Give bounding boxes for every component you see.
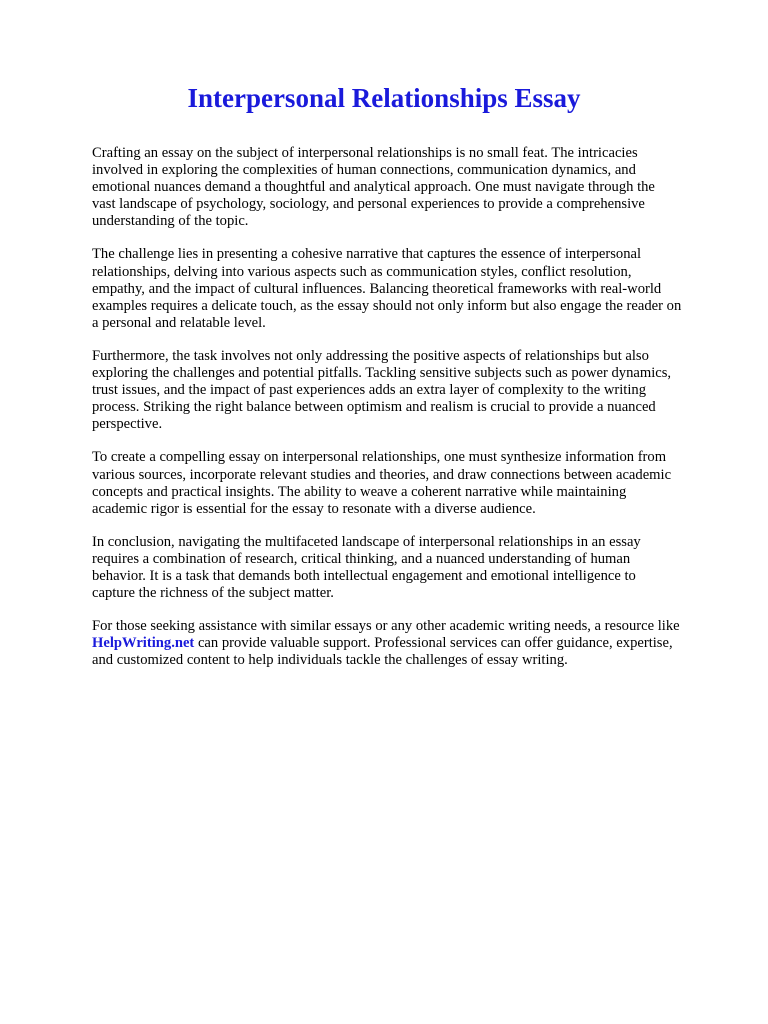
- closing-text-after-link: can provide valuable support. Professional services can offer guidance, expertise, and customized content to help individuals tackle the challenges of essay writing.: [92, 635, 673, 669]
- paragraph-challenge: The challenge lies in presenting a cohesive narrative that captures the essence of interpersonal relationships, delving into various aspects such as communication styles, conflict resolution, empathy, and the impact of cultural influences. Balancing theoretical frameworks with real-world examples requires a delicate touch, as the essay should not only inform but also engage the reader on a personal and relatable level.: [92, 246, 682, 331]
- paragraph-furthermore: Furthermore, the task involves not only addressing the positive aspects of relationships but also exploring the challenges and potential pitfalls. Tackling sensitive subjects such as power dynamics, trust issues, and the impact of past experiences adds an extra layer of complexity to the writing process. Striking the right balance between optimism and realism is crucial to provide a nuanced perspective.: [92, 347, 672, 433]
- paragraph-synthesis: To create a compelling essay on interpersonal relationships, one must synthesize information from various sources, incorporate relevant studies and theories, and draw connections between academic concepts and practical insights. The ability to weave a coherent narrative while maintaining academic rigor is essential for the essay to resonate with a diverse audience.: [92, 449, 672, 517]
- helpwriting-link[interactable]: HelpWriting.net: [92, 635, 195, 652]
- document-body: [92, 145, 682, 685]
- document-title: Interpersonal Relationships Essay: [187, 83, 581, 113]
- paragraph-conclusion: In conclusion, navigating the multifaceted landscape of interpersonal relationships in an essay requires a combination of research, critical thinking, and a nuanced understanding of human behavior. It is a task that demands both intellectual engagement and emotional intelligence to capture the richness of the subject matter.: [92, 533, 641, 602]
- closing-text-before-link: For those seeking assistance with similar essays or any other academic writing needs, a resource like: [92, 618, 680, 635]
- paragraph-closing: [92, 618, 682, 669]
- paragraph-intro: Crafting an essay on the subject of interpersonal relationships is no small feat. The intricacies involved in exploring the complexities of human connections, communication dynamics, and emotional nuances demand a thoughtful and analytical approach. One must navigate through the vast landscape of psychology, sociology, and personal experiences to provide a comprehensive understanding of the topic.: [92, 145, 655, 230]
